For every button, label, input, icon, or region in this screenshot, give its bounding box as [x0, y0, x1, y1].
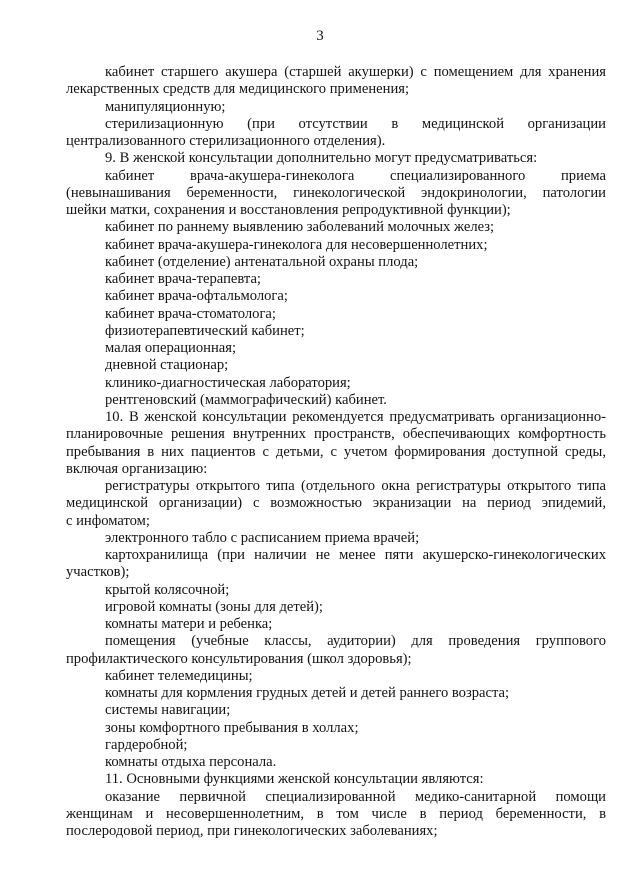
text-line: системы навигации; [105, 702, 231, 719]
text-line: зоны комфортного пребывания в холлах; [105, 719, 359, 736]
text-line: игровой комнаты (зоны для детей); [105, 598, 323, 615]
text-line: с инфоматом; [66, 512, 150, 529]
text-line: 11. Основными функциями женской консультации являются: [105, 771, 484, 788]
text-line: помещения (учебные классы, аудитории) для проведения группового [105, 633, 606, 650]
text-line: кабинет врача-терапевта; [105, 271, 261, 287]
text-line: 9. В женской консультации дополнительно могут предусматриваться: [105, 150, 538, 167]
text-line: женщинам и несовершеннолетним, в том числе в период беременности, в [66, 805, 606, 822]
text-line: регистратуры открытого типа (отдельного окна регистратуры открытого типа [105, 478, 606, 494]
text-line: 10. В женской консультации рекомендуется предусматривать организационно- [105, 409, 606, 425]
text-line: кабинет старшего акушера (старшей акушерки) с помещением для хранения [105, 64, 606, 80]
page-number: 3 [316, 28, 324, 44]
text-line: кабинет врача-стоматолога; [105, 305, 276, 322]
text-line: кабинет по раннему выявлению заболеваний молочных желез; [105, 219, 495, 236]
text-line: манипуляционную; [105, 98, 226, 115]
text-line: шейки матки, сохранения и восстановления репродуктивной функции); [66, 202, 511, 218]
text-line: профилактического консультирования (школ здоровья); [66, 650, 412, 667]
text-line: медицинской организации) с возможностью экранизации на период эпидемий, [66, 495, 606, 512]
text-line: рентгеновский (маммографический) кабинет. [105, 391, 387, 408]
text-line: малая операционная; [105, 340, 237, 356]
text-line: кабинет (отделение) антенатальной охраны плода; [105, 253, 419, 270]
text-line: дневной стационар; [105, 357, 229, 374]
text-line: централизованного стерилизационного отделения). [66, 133, 386, 149]
text-line: (невынашивания беременности, гинекологической эндокринологии, патологии [66, 184, 606, 201]
text-line: участков); [66, 564, 130, 581]
text-line: комнаты отдыха персонала. [105, 754, 277, 770]
text-line: комнаты для кормления грудных детей и детей раннего возраста; [105, 685, 510, 701]
text-line: комнаты матери и ребенка; [105, 616, 273, 632]
text-line: крытой колясочной; [105, 581, 230, 598]
text-line: картохранилища (при наличии не менее пяти акушерско-гинекологических [105, 547, 606, 563]
text-line: стерилизационную (при отсутствии в медицинской организации [105, 115, 606, 132]
text-line: кабинет врача-акушера-гинеколога специализированного приема [105, 167, 606, 184]
text-line: клинико-диагностическая лаборатория; [105, 374, 351, 391]
text-line: включая организацию: [66, 460, 208, 477]
text-line: физиотерапевтический кабинет; [105, 322, 305, 339]
text-line: кабинет врача-акушера-гинеколога для несовершеннолетних; [105, 236, 488, 253]
text-line: планировочные решения внутренних пространств, обеспечивающих комфортность [66, 426, 606, 443]
text-line: гардеробной; [105, 736, 188, 753]
text-line: электронного табло с расписанием приема врачей; [105, 529, 420, 546]
text-line: послеродовой период, при гинекологических заболеваниях; [66, 823, 438, 839]
text-line: оказание первичной специализированной медико-санитарной помощи [105, 788, 606, 805]
text-line: кабинет телемедицины; [105, 667, 253, 684]
text-line: пребывания в них пациентов с детьми, с учетом формирования доступной среды, [66, 443, 606, 460]
text-line: лекарственных средств для медицинского применения; [66, 81, 410, 98]
text-line: кабинет врача-офтальмолога; [105, 288, 288, 305]
